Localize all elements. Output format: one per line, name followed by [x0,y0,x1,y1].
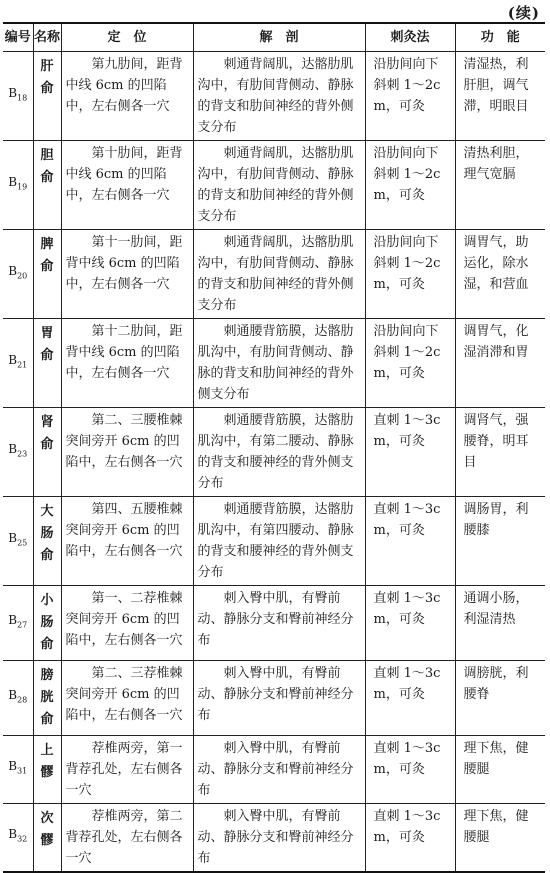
point-code [3,229,33,318]
point-location: 第十一肋间，距背中线 6cm 的凹陷中，左右侧各一穴 [61,229,193,318]
point-code-number: 18 [17,93,28,103]
point-code-letter: B [8,612,18,627]
point-name: 次 髎 [33,803,61,872]
table-row [3,585,545,660]
point-function: 调肾气，强腰脊，明耳目 [455,407,545,496]
point-name: 胆 俞 [33,140,61,229]
acupoint-table [3,22,545,873]
table-row [3,140,545,229]
point-name: 膀 胱 俞 [33,660,61,735]
point-code-number: 25 [17,538,28,548]
point-anatomy: 刺通腰背筋膜，达髂肋肌沟中，有第四腰动、静脉的背支和腰神经的背外侧支分布 [193,496,365,585]
point-anatomy: 刺入臀中肌，有臀前动、静脉分支和臀前神经分布 [193,660,365,735]
point-code-letter: B [8,263,18,278]
point-code-letter: B [8,441,18,456]
point-function: 调肠胃，利腰膝 [455,496,545,585]
point-anatomy: 刺入臀中肌，有臀前动、静脉分支和臀前神经分布 [193,803,365,872]
table-row [3,660,545,735]
table-row [3,803,545,872]
point-code [3,735,33,803]
point-needling: 直刺 1～3cm，可灸 [365,803,455,872]
point-code-letter: B [8,85,18,100]
point-needling: 直刺 1～3cm，可灸 [365,496,455,585]
point-code-number: 32 [17,834,28,844]
point-anatomy: 刺通背阔肌，达髂肋肌沟中，有肋间背侧动、静脉的背支和肋间神经的背外侧支分布 [193,51,365,140]
point-function: 清热利胆，理气宽膈 [455,140,545,229]
point-code-number: 28 [17,695,28,705]
table-row [3,229,545,318]
point-function: 通调小肠，利湿清热 [455,585,545,660]
point-code [3,585,33,660]
point-code-letter: B [8,687,18,702]
point-code-letter: B [8,352,18,367]
header-name: 名称 [33,23,61,51]
point-name: 大 肠 俞 [33,496,61,585]
point-name: 肾 俞 [33,407,61,496]
header-location: 定 位 [61,23,193,51]
point-function: 清湿热，利肝胆，调气滞，明眼目 [455,51,545,140]
point-function: 调胃气，化湿消滞和胃 [455,318,545,407]
point-function: 调胃气，助运化，除水湿，和营血 [455,229,545,318]
point-location: 第九肋间，距背中线 6cm 的凹陷中，左右侧各一穴 [61,51,193,140]
point-location: 荐椎两旁，第一背荐孔处，左右侧各一穴 [61,735,193,803]
point-code [3,318,33,407]
point-anatomy: 刺通背阔肌，达髂肋肌沟中，有肋间背侧动、静脉的背支和肋间神经的背外侧支分布 [193,140,365,229]
table-row [3,318,545,407]
point-function: 理下焦，健腰腿 [455,803,545,872]
point-code-letter: B [8,530,18,545]
point-name: 小 肠 俞 [33,585,61,660]
continued-label: (续) [507,4,540,22]
point-code-number: 27 [17,620,28,630]
point-location: 第二、三荐椎棘突间旁开 6cm 的凹陷中，左右侧各一穴 [61,660,193,735]
point-location: 第一、二荐椎棘突间旁开 6cm 的凹陷中，左右侧各一穴 [61,585,193,660]
point-location: 第十二肋间，距背中线 6cm 的凹陷中，左右侧各一穴 [61,318,193,407]
point-needling: 直刺 1～3cm，可灸 [365,660,455,735]
point-name: 肝 俞 [33,51,61,140]
table-row [3,407,545,496]
point-location: 第四、五腰椎棘突间旁开 6cm 的凹陷中，左右侧各一穴 [61,496,193,585]
point-needling: 直刺 1～3cm，可灸 [365,585,455,660]
point-code-number: 23 [17,449,28,459]
point-anatomy: 刺入臀中肌，有臀前动、静脉分支和臀前神经分布 [193,585,365,660]
table-row [3,496,545,585]
point-needling: 直刺 1～3cm，可灸 [365,407,455,496]
point-function: 调膀胱，利腰脊 [455,660,545,735]
point-code [3,407,33,496]
point-code-number: 19 [17,182,28,192]
header-code: 编号 [3,23,33,51]
table-row [3,51,545,140]
header-anatomy: 解 剖 [193,23,365,51]
point-code [3,140,33,229]
point-anatomy: 刺通腰背筋膜，达髂肋肌沟中，有肋间背侧动、静脉的背支和肋间神经的背外侧支分布 [193,318,365,407]
point-needling: 直刺 1～3cm，可灸 [365,735,455,803]
point-code [3,803,33,872]
point-name: 上 髎 [33,735,61,803]
point-location: 荐椎两旁，第二背荐孔处，左右侧各一穴 [61,803,193,872]
header-function: 功 能 [455,23,545,51]
point-code [3,496,33,585]
point-anatomy: 刺入臀中肌，有臀前动、静脉分支和臀前神经分布 [193,735,365,803]
point-needling: 沿肋间向下斜刺 1～2cm，可灸 [365,140,455,229]
point-needling: 沿肋间向下斜刺 1～2cm，可灸 [365,318,455,407]
point-function: 理下焦，健腰腿 [455,735,545,803]
point-code-number: 20 [17,271,28,281]
point-anatomy: 刺通背阔肌，达髂肋肌沟中，有肋间背侧动、静脉的背支和肋间神经的背外侧支分布 [193,229,365,318]
point-code [3,51,33,140]
point-code-letter: B [8,827,18,842]
point-needling: 沿肋间向下斜刺 1～2cm，可灸 [365,229,455,318]
point-anatomy: 刺通腰背筋膜，达髂肋肌沟中，有第二腰动、静脉的背支和腰神经的背外侧支分布 [193,407,365,496]
point-code-number: 31 [17,766,28,776]
point-code [3,660,33,735]
point-code-number: 21 [17,360,28,370]
point-code-letter: B [8,174,18,189]
point-location: 第二、三腰椎棘突间旁开 6cm 的凹陷中，左右侧各一穴 [61,407,193,496]
table-header-row [3,23,545,51]
point-code-letter: B [8,759,18,774]
point-name: 胃 俞 [33,318,61,407]
point-needling: 沿肋间向下斜刺 1～2cm，可灸 [365,51,455,140]
point-location: 第十肋间，距背中线 6cm 的凹陷中，左右侧各一穴 [61,140,193,229]
point-name: 脾 俞 [33,229,61,318]
header-needling: 刺灸法 [365,23,455,51]
table-row [3,735,545,803]
